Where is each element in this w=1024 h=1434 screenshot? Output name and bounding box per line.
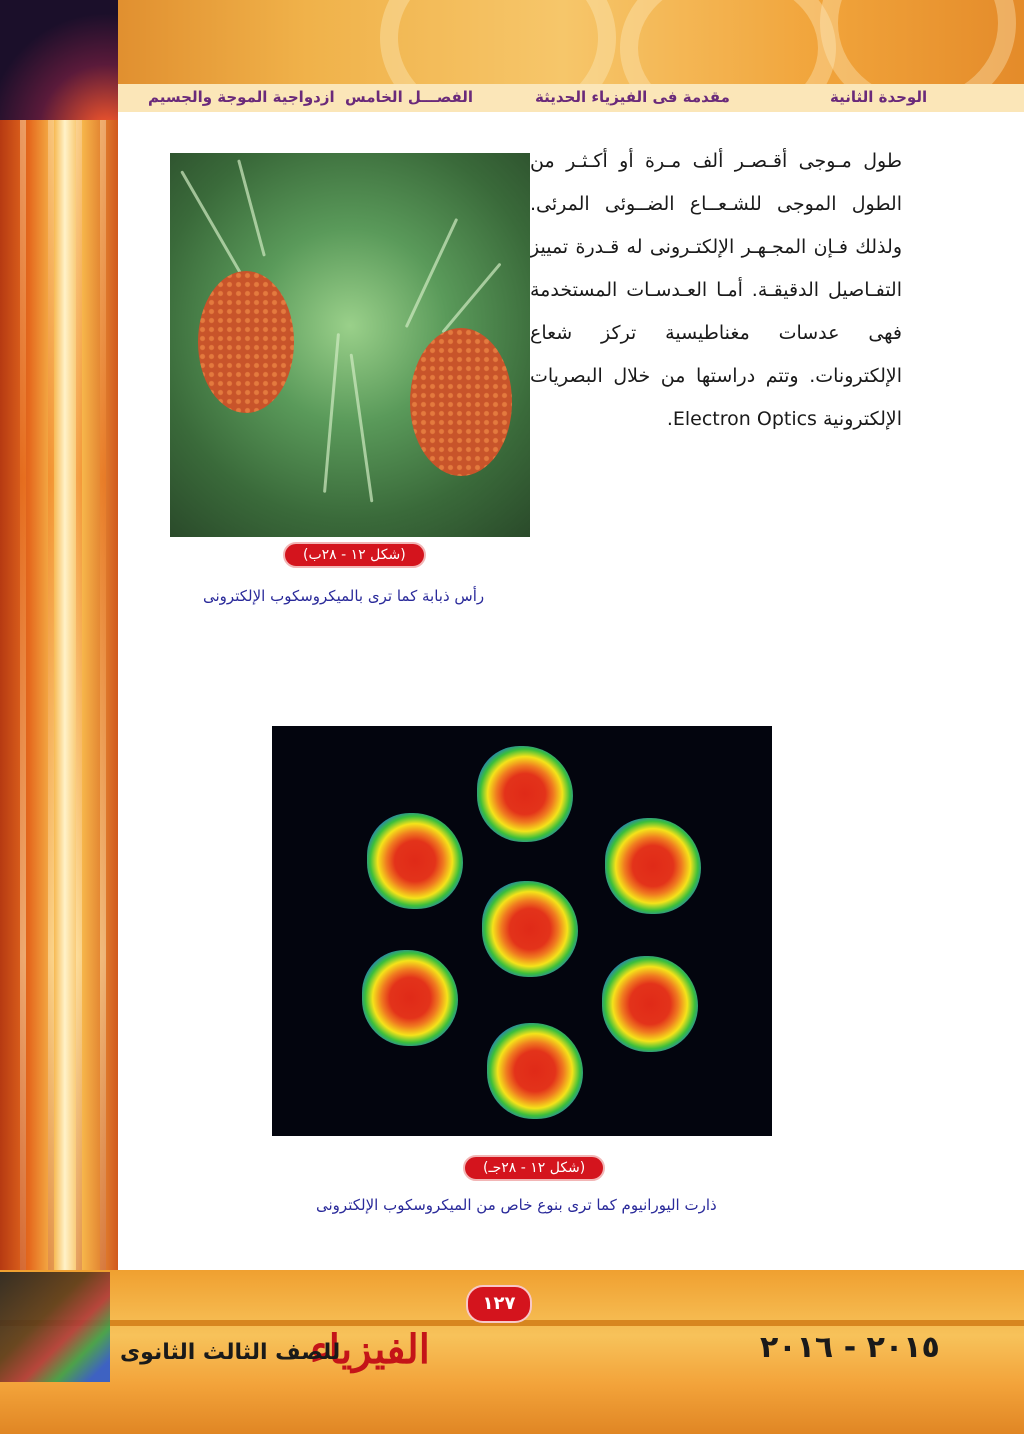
figure-1-caption: رأس ذبابة كما ترى بالميكروسكوب الإلكترونى bbox=[203, 587, 485, 605]
page-number: ١٢٧ bbox=[466, 1285, 532, 1323]
book-title: الفيزياء bbox=[310, 1326, 430, 1373]
header-topic: ازدواجية الموجة والجسيم bbox=[148, 88, 335, 106]
academic-year: ٢٠١٥ - ٢٠١٦ bbox=[760, 1330, 940, 1365]
fly-head-image bbox=[170, 153, 530, 537]
figure-2-label: (شكل ١٢ - ٢٨جـ) bbox=[463, 1155, 605, 1181]
header-chapter: الفصـــل الخامس bbox=[345, 88, 474, 106]
body-paragraph: طول مـوجى أقـصـر ألف مـرة أو أكـثـر من الطول الموجى للشـعــاع الضــوئى المرئى. ولذلك فـإن المجـهـر الإلكتـرونى له قـدرة تمييز التفـاصيل الدقيقـة. أمـا العـدسـات المستخدمة فهى عدسات مغناطيسية تركز شعاع الإلكترونات. وتتم دراستها من خلال البصريات الإلكترونية Electron Optics. bbox=[530, 150, 902, 430]
header-unit: الوحدة الثانية bbox=[830, 88, 928, 106]
corner-decoration bbox=[0, 0, 118, 120]
prism-icon bbox=[0, 1272, 110, 1382]
header-section: مقدمة فى الفيزياء الحديثة bbox=[535, 88, 730, 106]
left-decorative-strip bbox=[0, 0, 118, 1434]
figure-1-label: (شكل ١٢ - ٢٨ب) bbox=[283, 542, 426, 568]
book-subtitle: للصف الثالث الثانوى bbox=[120, 1340, 341, 1365]
figure-2-caption: ذارت اليورانيوم كما ترى بنوع خاص من الميكروسكوب الإلكترونى bbox=[316, 1196, 717, 1214]
uranium-atoms-image bbox=[272, 726, 772, 1136]
